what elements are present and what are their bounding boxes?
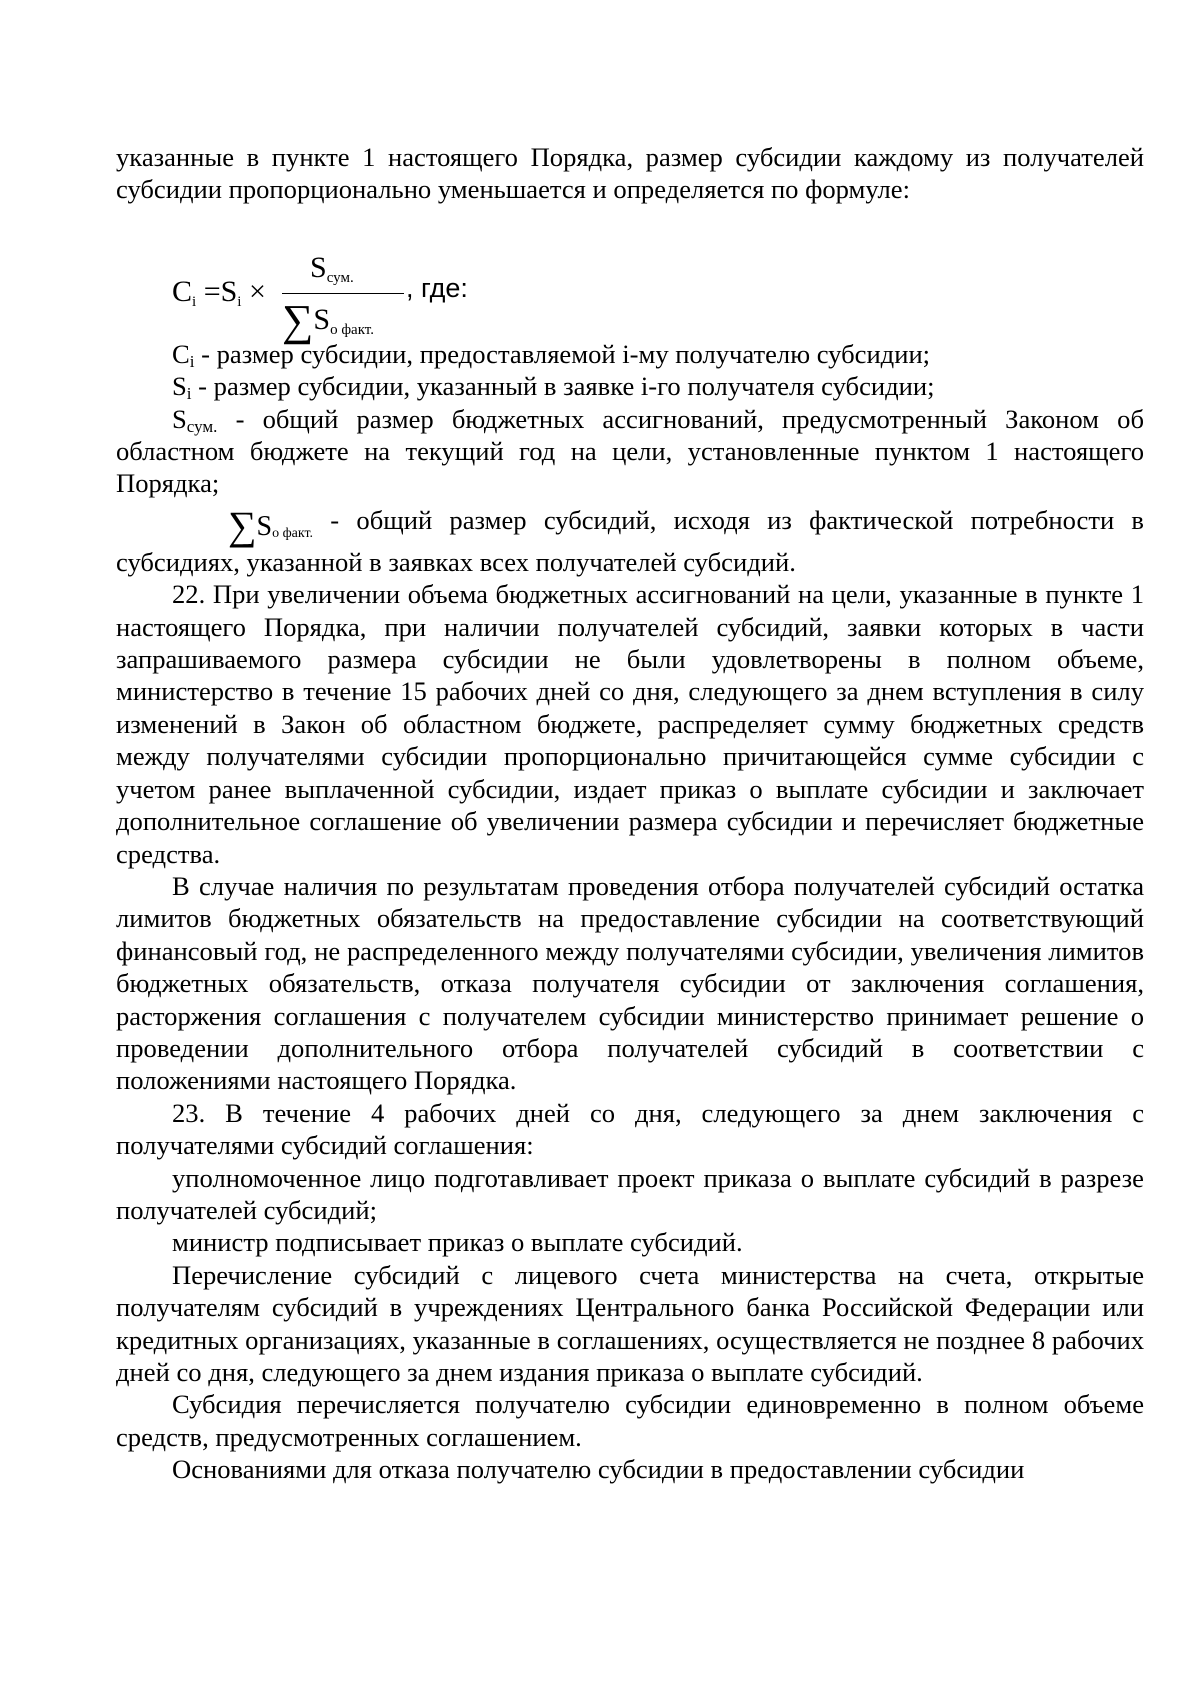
formula-den-s: S — [313, 302, 331, 336]
paragraph-23-lump-sum: Субсидия перечисляется получателю субсидии единовременно в полном объеме средств, предусмотренных соглашением. — [116, 1389, 1144, 1452]
subsidy-formula — [116, 206, 1144, 345]
paragraph-23-transfer: Перечисление субсидий с лицевого счета министерства на счета, открытые получателям субсидий в учреждениях Центрального банка Российской Федерации или кредитных организациях, указанные в соглашениях, осуществляется не позднее 8 рабочих дней со дня, следующего за днем издания приказа о выплате субсидий. — [116, 1259, 1144, 1387]
definition-si — [116, 370, 1144, 402]
formula-numerator — [310, 250, 354, 286]
def-si-sub: i — [186, 384, 192, 404]
paragraph-23-refusal-grounds: Основаниями для отказа получателю субсидии в предоставлении субсидии — [172, 1454, 1025, 1485]
formula-times: × — [241, 274, 266, 308]
def-ci-sub: i — [189, 351, 195, 371]
formula-den-sub: о факт. — [330, 321, 374, 338]
formula-c: C — [172, 274, 193, 308]
def-ssum-sub: сум. — [186, 416, 218, 436]
def-sum-text: - общий размер субсидий, исходя из фактической потребности в субсидиях, указанной в заявках всех получателей субсидий. — [116, 504, 1144, 577]
formula-s-sub: i — [237, 293, 242, 310]
fraction-bar — [282, 293, 404, 294]
formula-s: S — [220, 274, 238, 308]
formula-num-s: S — [310, 250, 327, 284]
paragraph-22: 22. При увеличении объема бюджетных ассигнований на цели, указанные в пункте 1 настоящего Порядка, при наличии получателей субсидий, заявки которых в части запрашиваемого размера субсидии не были удовлетворены в полном объеме, министерство в течение 15 рабочих дней со дня, следующего за днем вступления в силу изменений в Закон об областном бюджете, распределяет сумму бюджетных средств между получателями субсидии пропорционально причитающейся сумме субсидии с учетом ранее выплаченной субсидии, издает приказ о выплате субсидии и заключает дополнительное соглашение об увеличении размера субсидии и перечисляет бюджетные средства. — [116, 579, 1144, 869]
paragraph-23-item-draft: уполномоченное лицо подготавливает проект приказа о выплате субсидий в разрезе получателей субсидий; — [116, 1162, 1144, 1225]
paragraph-23-item-sign: министр подписывает приказ о выплате субсидий. — [172, 1227, 743, 1258]
formula-num-sub: сум. — [326, 269, 354, 286]
def-si-symbol: S — [172, 371, 187, 402]
formula-denominator — [282, 295, 374, 345]
def-sum-sub: о факт. — [272, 525, 314, 541]
def-sum-symbol — [172, 502, 314, 548]
def-si-text: - размер субсидии, указанный в заявке i-го получателя субсидии; — [191, 371, 935, 402]
def-sum-sigma: ∑ — [228, 502, 257, 548]
paragraph-22-additional: В случае наличия по результатам проведения отбора получателей субсидий остатка лимитов бюджетных обязательств на предоставление субсидии на соответствующий финансовый год, не распределенного между получателями субсидии, увеличения лимитов бюджетных обязательств, отказа получателя субсидии от заключения соглашения, расторжения соглашения с получателем субсидии министерство принимает решение о проведении дополнительного отбора получателей субсидий в соответствии с положениями настоящего Порядка. — [116, 870, 1144, 1096]
def-ssum-text: - общий размер бюджетных ассигнований, предусмотренный Законом об областном бюджете на текущий год на цели, установленные пунктом 1 настоящего Порядка; — [116, 403, 1144, 499]
formula-where: , где: — [406, 272, 468, 303]
def-ci-symbol: C — [172, 338, 190, 369]
formula-fraction — [282, 250, 402, 345]
formula-equals: = — [196, 274, 221, 308]
sigma-symbol: ∑ — [282, 295, 314, 345]
formula-left-side — [172, 274, 266, 310]
def-sum-s: S — [256, 510, 273, 542]
def-ci-text: - размер субсидии, предоставляемой i-му получателю субсидии; — [194, 338, 931, 369]
document-page — [116, 141, 1144, 1486]
definition-ci — [116, 338, 1144, 370]
definition-ssum — [116, 403, 1144, 500]
def-ssum-symbol: S — [172, 403, 187, 434]
paragraph-intro: указанные в пункте 1 настоящего Порядка, размер субсидии каждому из получателей субсидии пропорционально уменьшается и определяется по формуле: — [116, 142, 1144, 205]
definition-sum — [116, 504, 1144, 578]
formula-c-sub: i — [192, 293, 197, 310]
paragraph-23: 23. В течение 4 рабочих дней со дня, следующего за днем заключения с получателями субсидий соглашения: — [116, 1097, 1144, 1161]
